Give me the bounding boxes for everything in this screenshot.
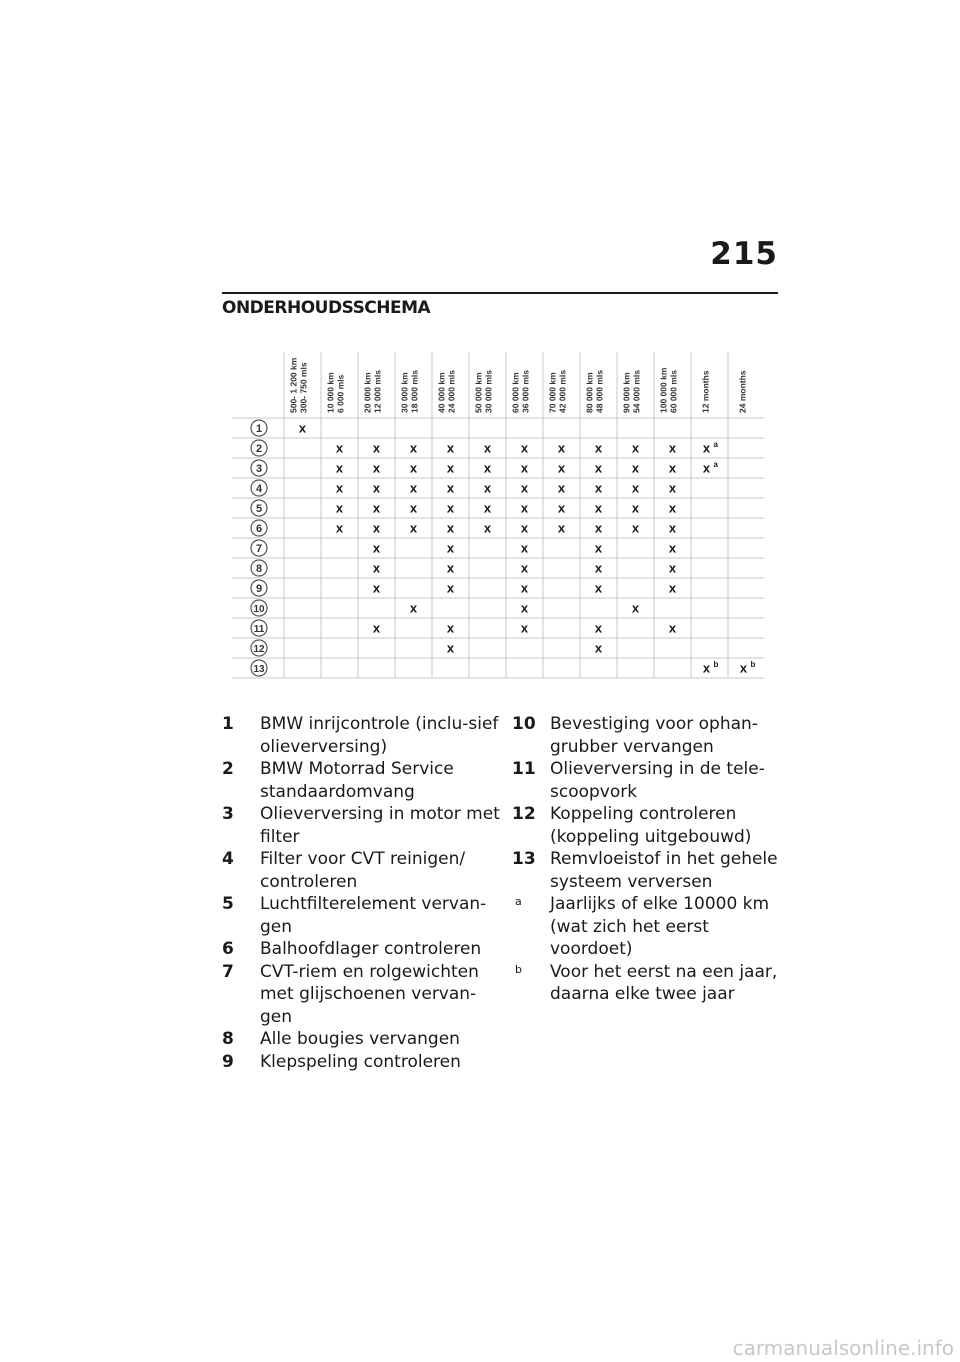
legend-item: [512, 961, 790, 1006]
schedule-mark: x: [520, 620, 529, 636]
schedule-mark: x: [668, 460, 677, 476]
row-number: 10: [253, 604, 265, 615]
schedule-mark: x: [594, 500, 603, 516]
legend-text: BMW Motorrad Service standaardomvang: [260, 759, 454, 802]
schedule-mark: x: [668, 480, 677, 496]
legend-text: Filter voor CVT reinigen/ controleren: [260, 849, 466, 892]
schedule-mark: x: [335, 460, 344, 476]
schedule-mark: x: [702, 460, 711, 476]
schedule-mark: x: [446, 460, 455, 476]
legend-key: 8: [222, 1029, 234, 1049]
header-rule: [222, 292, 778, 294]
schedule-mark: x: [409, 480, 418, 496]
legend-item: [512, 848, 790, 893]
schedule-mark: x: [631, 500, 640, 516]
legend-text: Jaarlijks of elke 10000 km (wat zich het eerst voordoet): [550, 894, 770, 959]
column-header: 10 000 km: [325, 372, 336, 413]
schedule-mark: x: [520, 440, 529, 456]
column-header: 42 000 mls: [557, 369, 568, 413]
legend-item: [222, 1051, 500, 1074]
schedule-mark: x: [520, 580, 529, 596]
column-header: 300- 750 mls: [298, 362, 309, 413]
schedule-mark: x: [335, 440, 344, 456]
legend-item: [222, 848, 500, 893]
column-header: 80 000 km: [584, 372, 595, 413]
schedule-mark: x: [520, 460, 529, 476]
schedule-mark: x: [739, 660, 748, 676]
schedule-mark: x: [372, 560, 381, 576]
legend-text: Klepspeling controleren: [260, 1051, 461, 1072]
schedule-mark: x: [520, 480, 529, 496]
schedule-mark: x: [446, 480, 455, 496]
column-header: 40 000 km: [436, 372, 447, 413]
schedule-mark: x: [557, 460, 566, 476]
row-number: 4: [255, 483, 263, 495]
schedule-mark: x: [409, 520, 418, 536]
column-header: 54 000 mls: [631, 369, 642, 413]
schedule-mark: x: [446, 560, 455, 576]
schedule-mark: x: [631, 440, 640, 456]
legend-item: [512, 758, 790, 803]
legend-text: Koppeling controleren (koppeling uitgebouwd): [550, 804, 752, 847]
legend-key: 2: [222, 759, 234, 779]
schedule-mark: x: [446, 620, 455, 636]
column-header: 70 000 km: [547, 372, 558, 413]
schedule-mark: x: [557, 480, 566, 496]
section-title: ONDERHOUDSSCHEMA: [222, 298, 431, 318]
column-header: 30 000 km: [399, 372, 410, 413]
legend-key: 11: [512, 759, 536, 779]
schedule-mark: x: [483, 480, 492, 496]
schedule-mark: x: [372, 580, 381, 596]
schedule-mark-footnote: b: [713, 660, 719, 669]
schedule-mark: x: [631, 600, 640, 616]
schedule-mark: x: [372, 440, 381, 456]
legend-key: 10: [512, 714, 536, 734]
schedule-mark: x: [668, 580, 677, 596]
row-number: 11: [253, 624, 265, 635]
schedule-mark: x: [446, 640, 455, 656]
legend-right: [512, 713, 790, 1006]
schedule-mark: x: [520, 540, 529, 556]
schedule-mark: x: [372, 520, 381, 536]
schedule-mark: x: [631, 460, 640, 476]
schedule-mark: x: [594, 480, 603, 496]
row-number: 2: [255, 443, 263, 455]
schedule-mark: x: [594, 580, 603, 596]
schedule-mark: x: [668, 520, 677, 536]
schedule-mark: x: [594, 620, 603, 636]
row-number: 1: [255, 423, 263, 435]
maintenance-schedule-table: [232, 352, 764, 684]
legend-item: [222, 1028, 500, 1051]
schedule-mark: x: [702, 440, 711, 456]
legend-text: Voor het eerst na een jaar, daarna elke twee jaar: [550, 961, 778, 1004]
legend-left: [222, 713, 500, 1073]
column-header: 30 000 mls: [483, 369, 494, 413]
row-number: 7: [255, 543, 263, 555]
schedule-mark: x: [446, 580, 455, 596]
schedule-mark: x: [483, 520, 492, 536]
legend-item: [222, 938, 500, 961]
schedule-mark: x: [409, 460, 418, 476]
schedule-mark: x: [668, 540, 677, 556]
legend-key: 4: [222, 849, 234, 869]
legend-text: BMW inrijcontrole (inclu-sief olieverversing): [260, 714, 499, 757]
legend-key: 1: [222, 714, 234, 734]
column-header: 500- 1 200 km: [288, 357, 299, 413]
column-header: 24 000 mls: [446, 369, 457, 413]
schedule-mark: x: [483, 500, 492, 516]
legend-text: Remvloeistof in het gehele systeem verversen: [550, 849, 778, 892]
schedule-mark: x: [557, 440, 566, 456]
column-header: 36 000 mls: [520, 369, 531, 413]
schedule-mark: x: [631, 480, 640, 496]
schedule-mark: x: [702, 660, 711, 676]
legend-key: b: [515, 962, 522, 976]
legend-text: Balhoofdlager controleren: [260, 939, 482, 959]
column-header: 12 months: [700, 370, 711, 413]
schedule-mark: x: [520, 560, 529, 576]
schedule-mark: x: [520, 520, 529, 536]
schedule-mark: x: [631, 520, 640, 536]
legend-key: 7: [222, 961, 234, 982]
legend-item: [512, 803, 790, 848]
schedule-mark: x: [446, 440, 455, 456]
schedule-mark: x: [409, 600, 418, 616]
schedule-mark: x: [557, 520, 566, 536]
schedule-mark: x: [335, 480, 344, 496]
schedule-mark: x: [594, 540, 603, 556]
schedule-mark-footnote: b: [750, 660, 756, 669]
legend-key: a: [515, 895, 522, 908]
schedule-mark: x: [446, 500, 455, 516]
legend-item: [512, 893, 790, 961]
schedule-mark: x: [298, 420, 307, 436]
schedule-mark: x: [409, 500, 418, 516]
schedule-mark: x: [594, 440, 603, 456]
schedule-mark: x: [483, 440, 492, 456]
legend-item: [222, 961, 500, 1029]
schedule-mark: x: [446, 520, 455, 536]
schedule-mark: x: [372, 460, 381, 476]
schedule-mark-footnote: a: [713, 460, 718, 469]
column-header: 48 000 mls: [594, 369, 605, 413]
legend-item: [222, 713, 500, 758]
schedule-mark: x: [557, 500, 566, 516]
schedule-mark: x: [520, 600, 529, 616]
column-header: 90 000 km: [621, 372, 632, 413]
legend-item: [222, 758, 500, 803]
schedule-mark: x: [483, 460, 492, 476]
row-number: 8: [255, 563, 263, 575]
row-number: 12: [253, 644, 265, 655]
schedule-mark: x: [446, 540, 455, 556]
row-number: 13: [253, 664, 265, 675]
legend-key: 3: [222, 804, 234, 824]
legend-item: [222, 803, 500, 848]
schedule-mark: x: [520, 500, 529, 516]
schedule-mark: x: [409, 440, 418, 456]
legend-text: Alle bougies vervangen: [260, 1029, 460, 1049]
row-number: 6: [255, 523, 263, 535]
column-header: 100 000 km: [658, 367, 669, 413]
column-header: 20 000 km: [362, 372, 373, 413]
legend-text: CVT-riem en rolgewichten met glijschoenen vervan-gen: [260, 961, 479, 1027]
schedule-mark: x: [594, 560, 603, 576]
legend-text: Bevestiging voor ophan-grubber vervangen: [550, 714, 758, 757]
row-number: 9: [255, 583, 263, 595]
schedule-mark: x: [372, 480, 381, 496]
column-header: 24 months: [737, 370, 748, 413]
schedule-mark: x: [668, 560, 677, 576]
schedule-mark: x: [668, 500, 677, 516]
schedule-mark: x: [668, 440, 677, 456]
schedule-mark: x: [594, 520, 603, 536]
schedule-mark: x: [335, 500, 344, 516]
legend-item: [512, 713, 790, 758]
legend-item: [222, 893, 500, 938]
schedule-mark: x: [594, 460, 603, 476]
column-header: 60 000 km: [510, 372, 521, 413]
schedule-mark: x: [372, 500, 381, 516]
legend-text: Luchtfilterelement vervan-gen: [260, 894, 487, 937]
schedule-mark: x: [372, 540, 381, 556]
column-header: 6 000 mls: [335, 374, 346, 413]
row-number: 3: [255, 463, 263, 475]
legend-key: 13: [512, 849, 536, 869]
schedule-mark: x: [372, 620, 381, 636]
column-header: 12 000 mls: [372, 369, 383, 413]
page-number: 215: [710, 236, 778, 272]
schedule-mark-footnote: a: [713, 440, 718, 449]
row-number: 5: [255, 503, 263, 515]
schedule-mark: x: [668, 620, 677, 636]
column-header: 60 000 mls: [668, 369, 679, 413]
legend-key: 9: [222, 1051, 234, 1072]
column-header: 18 000 mls: [409, 369, 420, 413]
legend-key: 5: [222, 894, 234, 914]
legend-text: Olieverversing in de tele-scoopvork: [550, 759, 765, 802]
schedule-mark: x: [594, 640, 603, 656]
footer-watermark: carmanualsonline.info: [732, 1336, 954, 1360]
column-header: 50 000 km: [473, 372, 484, 413]
schedule-mark: x: [335, 520, 344, 536]
legend-key: 12: [512, 804, 536, 824]
legend-key: 6: [222, 939, 234, 959]
legend-text: Olieverversing in motor met filter: [260, 804, 500, 847]
